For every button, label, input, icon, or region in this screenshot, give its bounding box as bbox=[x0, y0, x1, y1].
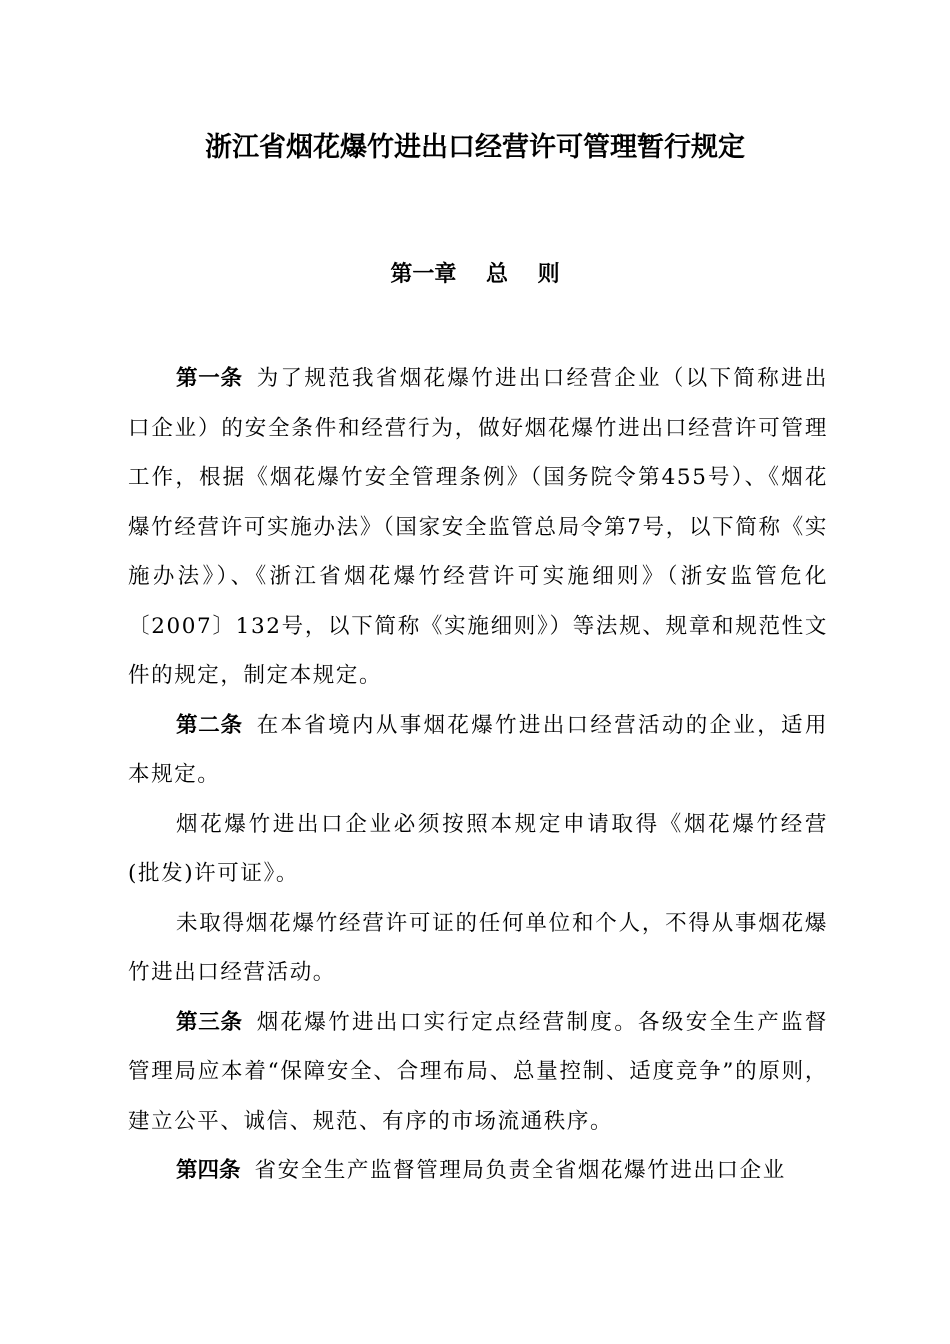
document-body bbox=[128, 354, 828, 1196]
paragraph-text: 未取得烟花爆竹经营许可证的任何单位和个人，不得从事烟花爆竹进出口经营活动。 bbox=[128, 910, 828, 985]
article-paragraph-2 bbox=[128, 701, 828, 800]
document-title: 浙江省烟花爆竹进出口经营许可管理暂行规定 bbox=[205, 132, 745, 163]
paragraph-text: 烟花爆竹进出口企业必须按照本规定申请取得《烟花爆竹经营(批发)许可证》。 bbox=[128, 811, 828, 886]
paragraph-text: 烟花爆竹进出口实行定点经营制度。各级安全生产监督管理局应本着“保障安全、合理布局、总量控制、适度竞争”的原则，建立公平、诚信、规范、有序的市场流通秩序。 bbox=[128, 1009, 828, 1134]
article-paragraph-5 bbox=[128, 998, 828, 1147]
article-paragraph-1 bbox=[128, 354, 828, 701]
body-paragraph-4 bbox=[128, 899, 828, 998]
article-paragraph-6 bbox=[128, 1146, 828, 1196]
article-number: 第四条 bbox=[176, 1158, 241, 1183]
paragraph-text: 为了规范我省烟花爆竹进出口经营企业（以下简称进出口企业）的安全条件和经营行为，做好烟花爆竹进出口经营许可管理工作，根据《烟花爆竹安全管理条例》（国务院令第455号）、《烟花爆竹经营许可实施办法》（国家安全监管总局令第7号，以下简称《实施办法》）、《浙江省烟花爆竹经营许可实施细则》（浙安监管危化〔2007〕132号，以下简称《实施细则》）等法规、规章和规范性文件的规定，制定本规定。 bbox=[128, 366, 828, 688]
chapter-heading: 第一章 总 则 bbox=[390, 262, 560, 287]
article-number: 第三条 bbox=[176, 1009, 243, 1035]
paragraph-text: 在本省境内从事烟花爆竹进出口经营活动的企业，适用本规定。 bbox=[128, 712, 828, 787]
paragraph-text: 省安全生产监督管理局负责全省烟花爆竹进出口企业 bbox=[254, 1158, 786, 1183]
body-paragraph-3 bbox=[128, 800, 828, 899]
article-number: 第二条 bbox=[176, 712, 243, 738]
article-number: 第一条 bbox=[176, 366, 243, 391]
